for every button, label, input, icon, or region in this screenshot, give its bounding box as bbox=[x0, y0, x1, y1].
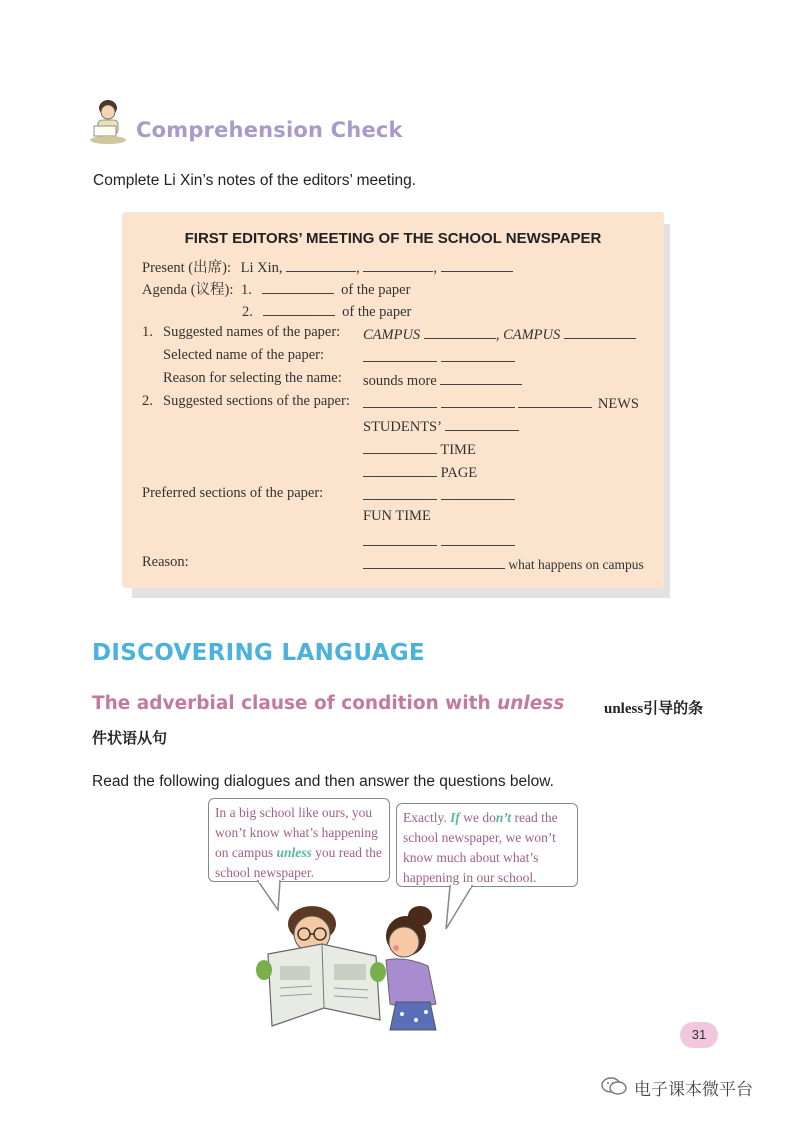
comprehension-check-title: Comprehension Check bbox=[136, 118, 403, 142]
preferred-fun-time: FUN TIME bbox=[363, 508, 431, 524]
reading-boy-icon bbox=[88, 96, 132, 146]
preferred-sections-row-3 bbox=[363, 531, 515, 551]
adverbial-clause-heading bbox=[92, 693, 564, 714]
bubble1-text-a: In a big school like ours, you won’t know what’s happening on campus bbox=[215, 805, 378, 860]
section-blank-2[interactable] bbox=[441, 393, 515, 408]
comprehension-instruction: Complete Li Xin’s notes of the editors’ meeting. bbox=[93, 172, 417, 189]
suggested-sections-label: Suggested sections of the paper: bbox=[163, 393, 350, 409]
agenda-1-text: of the paper bbox=[341, 282, 411, 298]
sounds-more: sounds more bbox=[363, 373, 437, 389]
selected-name-blanks bbox=[363, 347, 515, 367]
section-blank-6[interactable] bbox=[363, 462, 437, 477]
preferred-blank-1[interactable] bbox=[363, 485, 437, 500]
selected-blank-2[interactable] bbox=[441, 347, 515, 362]
present-label: Present (出席): bbox=[142, 260, 231, 276]
page-number: 31 bbox=[680, 1022, 718, 1048]
unless-keyword: unless bbox=[497, 693, 565, 714]
preferred-blank-3[interactable] bbox=[363, 531, 437, 546]
section-blank-3[interactable] bbox=[518, 393, 592, 408]
preferred-sections-label: Preferred sections of the paper: bbox=[142, 485, 324, 501]
meeting-notes-card bbox=[122, 212, 664, 588]
present-blank-1[interactable] bbox=[286, 257, 356, 272]
bubble1-unless: unless bbox=[276, 845, 312, 860]
agenda-blank-1[interactable] bbox=[262, 279, 334, 294]
reason-blank-2[interactable] bbox=[435, 554, 505, 569]
bubble2-text-a: Exactly. bbox=[403, 810, 451, 825]
section-page: PAGE bbox=[440, 465, 478, 481]
section-blank-1[interactable] bbox=[363, 393, 437, 408]
present-blank-3[interactable] bbox=[441, 257, 513, 272]
agenda-2-num: 2. bbox=[242, 304, 253, 320]
reason-blank-1[interactable] bbox=[363, 554, 435, 569]
reason-selecting-blank[interactable] bbox=[440, 370, 522, 385]
dialogue-instruction: Read the following dialogues and then answer the questions below. bbox=[92, 773, 554, 790]
discovering-language-heading: DISCOVERING LANGUAGE bbox=[92, 640, 425, 666]
suggested-sections-row-1 bbox=[363, 393, 639, 413]
bubble2-if: If bbox=[450, 810, 460, 825]
agenda-row-1 bbox=[142, 278, 410, 299]
adverbial-heading-cn-2: 件状语从句 bbox=[92, 731, 168, 747]
speech-bubble-girl bbox=[396, 803, 578, 887]
wechat-icon bbox=[600, 1076, 628, 1096]
agenda-row-2 bbox=[242, 301, 411, 321]
present-value: Li Xin, bbox=[240, 260, 283, 276]
adverbial-heading-cn-1: unless引导的条 bbox=[604, 701, 704, 717]
speech-bubble-boy bbox=[208, 798, 390, 882]
agenda-2-text: of the paper bbox=[342, 304, 412, 320]
suggested-sections-row-2 bbox=[363, 416, 519, 436]
preferred-blank-2[interactable] bbox=[441, 485, 515, 500]
agenda-1-num: 1. bbox=[241, 282, 252, 298]
watermark-text: 电子课本微平台 bbox=[634, 1080, 753, 1099]
reason-label: Reason: bbox=[142, 554, 189, 570]
reason-selecting-value bbox=[363, 370, 522, 390]
reason-selecting-label: Reason for selecting the name: bbox=[163, 370, 342, 386]
present-blank-2[interactable] bbox=[363, 257, 433, 272]
section-students: STUDENTS’ bbox=[363, 419, 441, 435]
bubble2-nt: n’t bbox=[495, 810, 512, 825]
what-happens-text: what happens on campus bbox=[508, 557, 644, 572]
bubble1-text-b: you read the school newspaper. bbox=[215, 845, 382, 880]
campus-1: CAMPUS bbox=[363, 327, 421, 343]
students-reading-illustration bbox=[250, 900, 470, 1040]
suggested-sections-row-4 bbox=[363, 462, 477, 482]
agenda-label: Agenda (议程): bbox=[142, 282, 234, 298]
suggested-names-values: CAMPUS , CAMPUS bbox=[363, 324, 636, 344]
adverbial-heading-text: The adverbial clause of condition with bbox=[92, 693, 498, 714]
present-row: Present (出席): Li Xin, , , bbox=[142, 256, 513, 277]
preferred-sections-row-1 bbox=[363, 485, 515, 505]
item1-num: 1. bbox=[142, 324, 153, 340]
reason-row bbox=[363, 554, 644, 573]
suggested-names-label: Suggested names of the paper: bbox=[163, 324, 341, 340]
selected-blank-1[interactable] bbox=[363, 347, 437, 362]
agenda-blank-2[interactable] bbox=[263, 301, 335, 316]
suggested-sections-row-3 bbox=[363, 439, 476, 459]
selected-name-label: Selected name of the paper: bbox=[163, 347, 325, 363]
section-blank-4[interactable] bbox=[445, 416, 519, 431]
item2-num: 2. bbox=[142, 393, 153, 409]
name-blank-2[interactable] bbox=[564, 324, 636, 339]
section-blank-5[interactable] bbox=[363, 439, 437, 454]
section-news: NEWS bbox=[597, 396, 639, 412]
name-blank-1[interactable] bbox=[424, 324, 496, 339]
campus-2: CAMPUS bbox=[503, 327, 561, 343]
notes-title: FIRST EDITORS’ MEETING OF THE SCHOOL NEWSPAPER bbox=[184, 230, 602, 247]
section-time: TIME bbox=[440, 442, 476, 458]
bubble2-text-c: read the school newspaper, we won’t know much about what’s happening in our school. bbox=[403, 810, 558, 885]
bubble2-text-b: we do bbox=[459, 810, 496, 825]
preferred-blank-4[interactable] bbox=[441, 531, 515, 546]
